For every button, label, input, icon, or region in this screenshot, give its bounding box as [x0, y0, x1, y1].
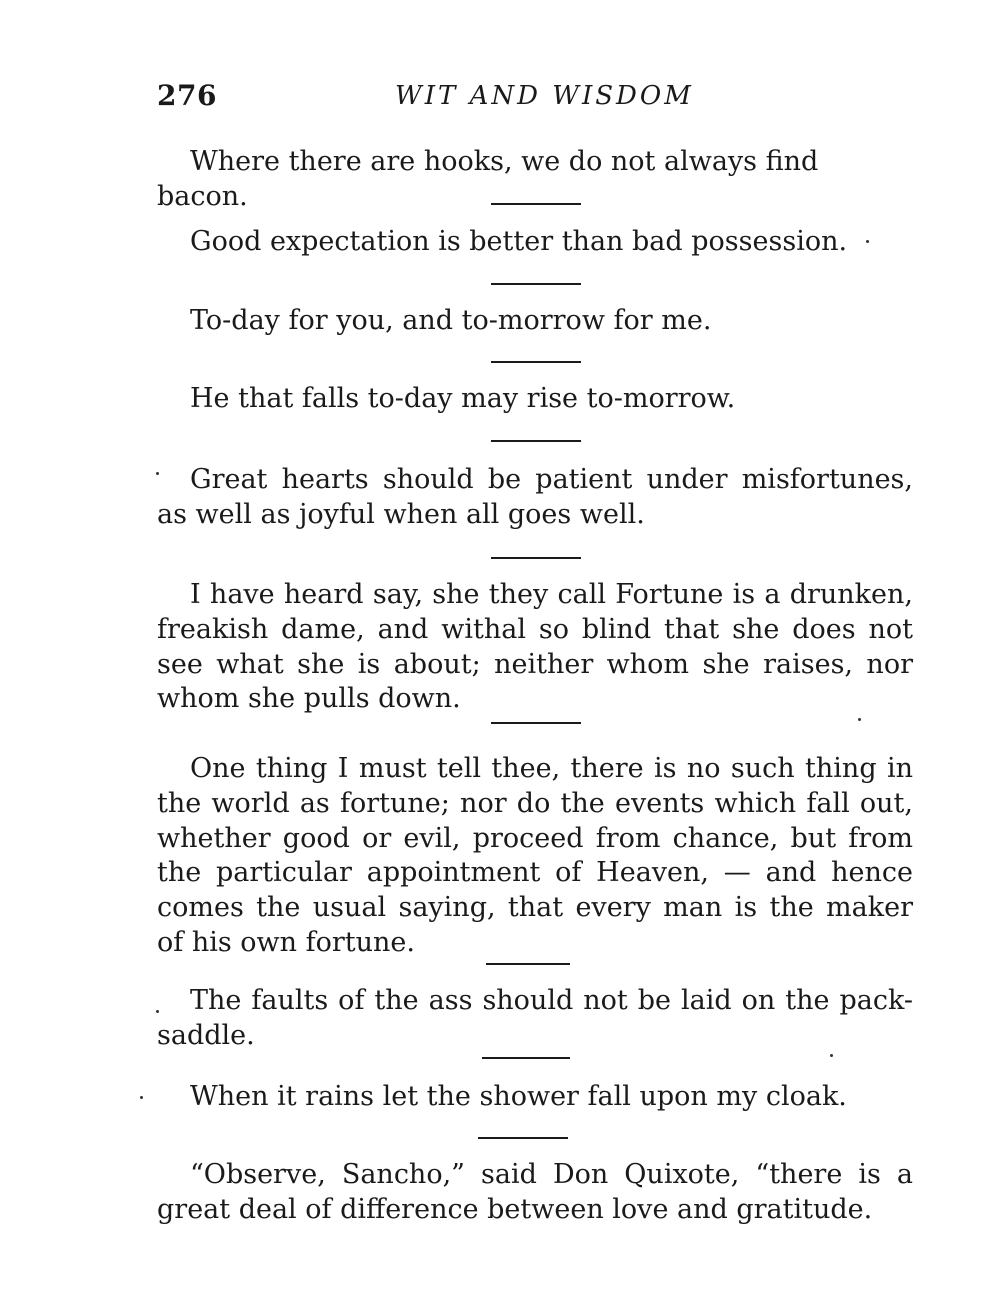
proverb-entry: I have heard say, she they call Fortune is a drunken, freakish dame, and withal so blind that she does not see what she is about; neither whom she raises, nor whom she pulls down. [157, 579, 913, 715]
paper-speck [830, 1054, 833, 1057]
separator-rule [491, 440, 581, 442]
separator-rule [491, 283, 581, 285]
separator-rule [491, 203, 581, 205]
proverb-entry: The faults of the ass should not be laid on the pack-saddle. [157, 985, 913, 1051]
separator-rule [491, 361, 581, 363]
running-title: WIT AND WISDOM [395, 81, 694, 111]
proverb-entry: Good expectation is better than bad possession. [190, 226, 848, 257]
proverb-entry: Great hearts should be patient under misfortunes, as well as joyful when all goes well. [157, 464, 913, 530]
paper-speck [858, 718, 861, 721]
paper-speck [156, 472, 159, 475]
proverb-entry: One thing I must tell thee, there is no such thing in the world as fortune; nor do the events which fall out, whether good or evil, proceed from chance, but from the particular appointment of Heaven, — and hence comes the usual saying, that every man is the maker of his own fortune. [157, 753, 913, 958]
paper-speck [140, 1096, 143, 1099]
separator-rule [478, 1137, 568, 1139]
proverb-entry: To-day for you, and to-morrow for me. [190, 305, 712, 336]
paper-speck [866, 240, 869, 243]
separator-rule [491, 557, 581, 559]
page-number: 276 [157, 79, 217, 112]
proverb-entry: “Observe, Sancho,” said Don Quixote, “there is a great deal of difference between love and gratitude. [157, 1159, 913, 1225]
proverb-entry: When it rains let the shower fall upon my cloak. [190, 1081, 847, 1112]
separator-rule [491, 722, 581, 724]
proverb-entry: He that falls to-day may rise to-morrow. [190, 383, 736, 414]
separator-rule [482, 1057, 570, 1059]
paper-speck [156, 1010, 159, 1013]
separator-rule [486, 963, 570, 965]
proverb-entry: Where there are hooks, we do not always find bacon. [157, 146, 819, 212]
